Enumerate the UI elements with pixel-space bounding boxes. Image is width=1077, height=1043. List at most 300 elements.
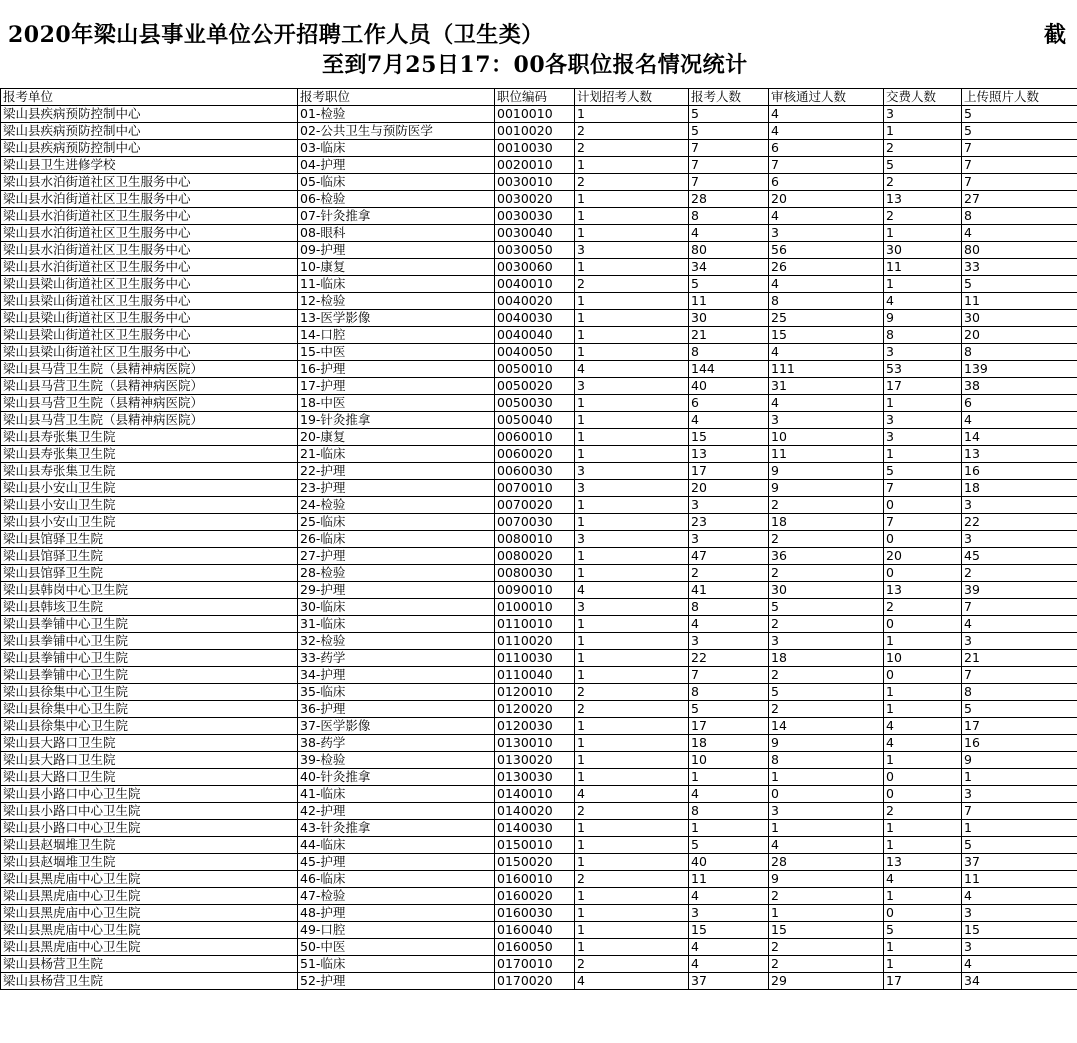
table-row xyxy=(1,531,1077,548)
cell-applicants: 4 xyxy=(689,956,769,973)
cell-unit: 梁山县水泊街道社区卫生服务中心 xyxy=(1,208,298,225)
cell-unit: 梁山县赵堌堆卫生院 xyxy=(1,854,298,871)
cell-applicants: 4 xyxy=(689,939,769,956)
cell-approved: 4 xyxy=(769,276,884,293)
cell-approved: 18 xyxy=(769,514,884,531)
cell-applicants: 21 xyxy=(689,327,769,344)
registration-statistics-table xyxy=(0,88,1077,990)
cell-approved: 2 xyxy=(769,888,884,905)
cell-approved: 4 xyxy=(769,395,884,412)
cell-planned-count: 1 xyxy=(575,633,689,650)
cell-position-code: 0120030 xyxy=(495,718,575,735)
cell-approved: 29 xyxy=(769,973,884,990)
cell-photo-uploaded: 9 xyxy=(962,752,1077,769)
cell-photo-uploaded: 4 xyxy=(962,888,1077,905)
cell-position: 31-临床 xyxy=(298,616,495,633)
cell-unit: 梁山县疾病预防控制中心 xyxy=(1,123,298,140)
table-row xyxy=(1,684,1077,701)
cell-paid: 1 xyxy=(884,820,962,837)
cell-unit: 梁山县寿张集卫生院 xyxy=(1,429,298,446)
cell-unit: 梁山县拳铺中心卫生院 xyxy=(1,616,298,633)
cell-position: 38-药学 xyxy=(298,735,495,752)
cell-paid: 4 xyxy=(884,735,962,752)
cell-paid: 3 xyxy=(884,106,962,123)
cell-unit: 梁山县馆驿卫生院 xyxy=(1,531,298,548)
cell-planned-count: 2 xyxy=(575,871,689,888)
table-row xyxy=(1,616,1077,633)
cell-position: 29-护理 xyxy=(298,582,495,599)
cell-position: 47-检验 xyxy=(298,888,495,905)
cell-position: 19-针灸推拿 xyxy=(298,412,495,429)
cell-planned-count: 1 xyxy=(575,514,689,531)
cell-planned-count: 1 xyxy=(575,650,689,667)
cell-unit: 梁山县梁山街道社区卫生服务中心 xyxy=(1,276,298,293)
cell-unit: 梁山县徐集中心卫生院 xyxy=(1,684,298,701)
cell-approved: 3 xyxy=(769,803,884,820)
cell-unit: 梁山县小路口中心卫生院 xyxy=(1,786,298,803)
cell-position: 15-中医 xyxy=(298,344,495,361)
cell-position-code: 0030050 xyxy=(495,242,575,259)
cell-planned-count: 1 xyxy=(575,667,689,684)
table-row xyxy=(1,157,1077,174)
cell-applicants: 4 xyxy=(689,888,769,905)
cell-position: 52-护理 xyxy=(298,973,495,990)
cell-photo-uploaded: 4 xyxy=(962,616,1077,633)
table-row xyxy=(1,905,1077,922)
cell-applicants: 4 xyxy=(689,412,769,429)
table-row xyxy=(1,242,1077,259)
cell-paid: 1 xyxy=(884,225,962,242)
cell-photo-uploaded: 5 xyxy=(962,106,1077,123)
cell-position-code: 0030060 xyxy=(495,259,575,276)
cell-applicants: 80 xyxy=(689,242,769,259)
cell-unit: 梁山县黑虎庙中心卫生院 xyxy=(1,905,298,922)
cell-paid: 13 xyxy=(884,854,962,871)
table-row xyxy=(1,378,1077,395)
cell-planned-count: 1 xyxy=(575,225,689,242)
cell-paid: 1 xyxy=(884,956,962,973)
cell-photo-uploaded: 5 xyxy=(962,837,1077,854)
cell-planned-count: 3 xyxy=(575,378,689,395)
cell-planned-count: 1 xyxy=(575,565,689,582)
cell-position-code: 0050010 xyxy=(495,361,575,378)
cell-paid: 2 xyxy=(884,599,962,616)
cell-position-code: 0040010 xyxy=(495,276,575,293)
cell-position: 50-中医 xyxy=(298,939,495,956)
cell-paid: 2 xyxy=(884,174,962,191)
table-header-row xyxy=(1,89,1077,106)
cell-approved: 111 xyxy=(769,361,884,378)
table-row xyxy=(1,140,1077,157)
header-planned-count: 计划招考人数 xyxy=(575,89,689,106)
cell-approved: 8 xyxy=(769,752,884,769)
cell-unit: 梁山县马营卫生院（县精神病医院） xyxy=(1,395,298,412)
cell-position-code: 0080020 xyxy=(495,548,575,565)
cell-applicants: 2 xyxy=(689,565,769,582)
cell-photo-uploaded: 34 xyxy=(962,973,1077,990)
cell-planned-count: 1 xyxy=(575,922,689,939)
cell-paid: 2 xyxy=(884,140,962,157)
cell-unit: 梁山县赵堌堆卫生院 xyxy=(1,837,298,854)
cell-photo-uploaded: 7 xyxy=(962,174,1077,191)
cell-position: 03-临床 xyxy=(298,140,495,157)
cell-planned-count: 3 xyxy=(575,242,689,259)
cell-planned-count: 2 xyxy=(575,956,689,973)
cell-position: 05-临床 xyxy=(298,174,495,191)
cell-unit: 梁山县大路口卫生院 xyxy=(1,752,298,769)
cell-position: 48-护理 xyxy=(298,905,495,922)
cell-position: 35-临床 xyxy=(298,684,495,701)
cell-planned-count: 1 xyxy=(575,820,689,837)
cell-approved: 14 xyxy=(769,718,884,735)
cell-photo-uploaded: 7 xyxy=(962,140,1077,157)
cell-position: 30-临床 xyxy=(298,599,495,616)
cell-paid: 0 xyxy=(884,905,962,922)
cell-position-code: 0100010 xyxy=(495,599,575,616)
cell-unit: 梁山县杨营卫生院 xyxy=(1,956,298,973)
cell-planned-count: 1 xyxy=(575,412,689,429)
cell-paid: 3 xyxy=(884,429,962,446)
cell-position-code: 0120020 xyxy=(495,701,575,718)
cell-photo-uploaded: 4 xyxy=(962,225,1077,242)
cell-planned-count: 1 xyxy=(575,939,689,956)
table-row xyxy=(1,854,1077,871)
table-row xyxy=(1,548,1077,565)
cell-applicants: 10 xyxy=(689,752,769,769)
table-row xyxy=(1,922,1077,939)
cell-position: 43-针灸推拿 xyxy=(298,820,495,837)
cell-approved: 7 xyxy=(769,157,884,174)
cell-position: 32-检验 xyxy=(298,633,495,650)
cell-applicants: 40 xyxy=(689,378,769,395)
cell-position: 06-检验 xyxy=(298,191,495,208)
cell-approved: 18 xyxy=(769,650,884,667)
header-position-code: 职位编码 xyxy=(495,89,575,106)
cell-planned-count: 2 xyxy=(575,140,689,157)
cell-applicants: 18 xyxy=(689,735,769,752)
table-row xyxy=(1,956,1077,973)
cell-approved: 15 xyxy=(769,922,884,939)
cell-applicants: 40 xyxy=(689,854,769,871)
cell-position: 14-口腔 xyxy=(298,327,495,344)
table-row xyxy=(1,582,1077,599)
cell-planned-count: 3 xyxy=(575,531,689,548)
cell-position-code: 0110030 xyxy=(495,650,575,667)
cell-unit: 梁山县梁山街道社区卫生服务中心 xyxy=(1,344,298,361)
cell-planned-count: 4 xyxy=(575,973,689,990)
cell-paid: 1 xyxy=(884,684,962,701)
cell-planned-count: 2 xyxy=(575,174,689,191)
cell-position-code: 0130030 xyxy=(495,769,575,786)
cell-paid: 7 xyxy=(884,514,962,531)
table-row xyxy=(1,752,1077,769)
table-row xyxy=(1,191,1077,208)
cell-unit: 梁山县韩垓卫生院 xyxy=(1,599,298,616)
cell-position-code: 0040030 xyxy=(495,310,575,327)
cell-photo-uploaded: 20 xyxy=(962,327,1077,344)
cell-unit: 梁山县杨营卫生院 xyxy=(1,973,298,990)
cell-planned-count: 1 xyxy=(575,429,689,446)
cell-paid: 1 xyxy=(884,888,962,905)
cell-position-code: 0110020 xyxy=(495,633,575,650)
cell-planned-count: 1 xyxy=(575,310,689,327)
table-row xyxy=(1,650,1077,667)
cell-applicants: 6 xyxy=(689,395,769,412)
table-row xyxy=(1,633,1077,650)
cell-unit: 梁山县拳铺中心卫生院 xyxy=(1,667,298,684)
cell-position: 36-护理 xyxy=(298,701,495,718)
cell-paid: 1 xyxy=(884,395,962,412)
cell-position-code: 0120010 xyxy=(495,684,575,701)
cell-position: 20-康复 xyxy=(298,429,495,446)
cell-planned-count: 4 xyxy=(575,582,689,599)
cell-unit: 梁山县马营卫生院（县精神病医院） xyxy=(1,378,298,395)
cell-position: 16-护理 xyxy=(298,361,495,378)
cell-photo-uploaded: 2 xyxy=(962,565,1077,582)
cell-applicants: 30 xyxy=(689,310,769,327)
header-unit: 报考单位 xyxy=(1,89,298,106)
cell-unit: 梁山县大路口卫生院 xyxy=(1,735,298,752)
cell-applicants: 17 xyxy=(689,718,769,735)
table-row xyxy=(1,565,1077,582)
cell-planned-count: 1 xyxy=(575,854,689,871)
cell-approved: 1 xyxy=(769,769,884,786)
cell-applicants: 7 xyxy=(689,140,769,157)
cell-photo-uploaded: 80 xyxy=(962,242,1077,259)
table-row xyxy=(1,123,1077,140)
cell-applicants: 8 xyxy=(689,803,769,820)
cell-approved: 25 xyxy=(769,310,884,327)
cell-approved: 2 xyxy=(769,497,884,514)
cell-planned-count: 1 xyxy=(575,157,689,174)
cell-planned-count: 4 xyxy=(575,361,689,378)
cell-applicants: 3 xyxy=(689,633,769,650)
cell-photo-uploaded: 3 xyxy=(962,531,1077,548)
cell-applicants: 22 xyxy=(689,650,769,667)
table-row xyxy=(1,701,1077,718)
cell-position-code: 0040050 xyxy=(495,344,575,361)
table-row xyxy=(1,225,1077,242)
cell-applicants: 37 xyxy=(689,973,769,990)
cell-planned-count: 1 xyxy=(575,344,689,361)
cell-applicants: 4 xyxy=(689,786,769,803)
cell-unit: 梁山县水泊街道社区卫生服务中心 xyxy=(1,191,298,208)
cell-paid: 2 xyxy=(884,208,962,225)
cell-unit: 梁山县馆驿卫生院 xyxy=(1,565,298,582)
cell-applicants: 144 xyxy=(689,361,769,378)
cell-position: 40-针灸推拿 xyxy=(298,769,495,786)
cell-photo-uploaded: 3 xyxy=(962,633,1077,650)
cell-position-code: 0170020 xyxy=(495,973,575,990)
cell-position-code: 0020010 xyxy=(495,157,575,174)
cell-unit: 梁山县疾病预防控制中心 xyxy=(1,106,298,123)
cell-position-code: 0010020 xyxy=(495,123,575,140)
cell-paid: 1 xyxy=(884,701,962,718)
cell-photo-uploaded: 8 xyxy=(962,344,1077,361)
cell-position-code: 0140020 xyxy=(495,803,575,820)
header-approved: 审核通过人数 xyxy=(769,89,884,106)
cell-paid: 53 xyxy=(884,361,962,378)
cell-planned-count: 3 xyxy=(575,480,689,497)
cell-planned-count: 1 xyxy=(575,888,689,905)
cell-position-code: 0110040 xyxy=(495,667,575,684)
table-row xyxy=(1,735,1077,752)
cell-position: 12-检验 xyxy=(298,293,495,310)
cell-applicants: 3 xyxy=(689,531,769,548)
table-row xyxy=(1,208,1077,225)
cell-applicants: 3 xyxy=(689,497,769,514)
cell-paid: 8 xyxy=(884,327,962,344)
cell-position: 51-临床 xyxy=(298,956,495,973)
cell-unit: 梁山县水泊街道社区卫生服务中心 xyxy=(1,174,298,191)
cell-position-code: 0050030 xyxy=(495,395,575,412)
cell-applicants: 41 xyxy=(689,582,769,599)
cell-position: 08-眼科 xyxy=(298,225,495,242)
cell-planned-count: 2 xyxy=(575,684,689,701)
table-row xyxy=(1,786,1077,803)
cell-position-code: 0070010 xyxy=(495,480,575,497)
cell-position-code: 0050020 xyxy=(495,378,575,395)
cell-position: 24-检验 xyxy=(298,497,495,514)
cell-unit: 梁山县小安山卫生院 xyxy=(1,514,298,531)
cell-unit: 梁山县小安山卫生院 xyxy=(1,480,298,497)
cell-position-code: 0160040 xyxy=(495,922,575,939)
cell-approved: 2 xyxy=(769,956,884,973)
cell-approved: 2 xyxy=(769,565,884,582)
cell-photo-uploaded: 18 xyxy=(962,480,1077,497)
cell-planned-count: 1 xyxy=(575,497,689,514)
header-position: 报考职位 xyxy=(298,89,495,106)
cell-planned-count: 2 xyxy=(575,803,689,820)
table-row xyxy=(1,769,1077,786)
cell-paid: 30 xyxy=(884,242,962,259)
cell-unit: 梁山县寿张集卫生院 xyxy=(1,463,298,480)
cell-paid: 9 xyxy=(884,310,962,327)
cell-position: 41-临床 xyxy=(298,786,495,803)
cell-photo-uploaded: 8 xyxy=(962,208,1077,225)
cell-position-code: 0160030 xyxy=(495,905,575,922)
table-row xyxy=(1,310,1077,327)
cell-paid: 0 xyxy=(884,667,962,684)
cell-approved: 2 xyxy=(769,616,884,633)
table-row xyxy=(1,871,1077,888)
cell-position-code: 0080010 xyxy=(495,531,575,548)
cell-position-code: 0030040 xyxy=(495,225,575,242)
cell-applicants: 1 xyxy=(689,820,769,837)
table-row xyxy=(1,174,1077,191)
cell-paid: 13 xyxy=(884,191,962,208)
cell-planned-count: 1 xyxy=(575,327,689,344)
cell-position-code: 0090010 xyxy=(495,582,575,599)
cell-approved: 36 xyxy=(769,548,884,565)
cell-approved: 6 xyxy=(769,174,884,191)
cell-position-code: 0060020 xyxy=(495,446,575,463)
cell-unit: 梁山县寿张集卫生院 xyxy=(1,446,298,463)
cell-position: 23-护理 xyxy=(298,480,495,497)
cell-photo-uploaded: 11 xyxy=(962,871,1077,888)
cell-approved: 56 xyxy=(769,242,884,259)
cell-approved: 2 xyxy=(769,701,884,718)
cell-applicants: 47 xyxy=(689,548,769,565)
cell-approved: 0 xyxy=(769,786,884,803)
cell-photo-uploaded: 14 xyxy=(962,429,1077,446)
cell-planned-count: 2 xyxy=(575,276,689,293)
cell-applicants: 5 xyxy=(689,837,769,854)
cell-approved: 15 xyxy=(769,327,884,344)
cell-planned-count: 1 xyxy=(575,446,689,463)
cell-unit: 梁山县拳铺中心卫生院 xyxy=(1,650,298,667)
cell-unit: 梁山县韩岗中心卫生院 xyxy=(1,582,298,599)
cell-planned-count: 1 xyxy=(575,752,689,769)
cell-applicants: 8 xyxy=(689,344,769,361)
cell-photo-uploaded: 45 xyxy=(962,548,1077,565)
cell-paid: 1 xyxy=(884,446,962,463)
cell-photo-uploaded: 7 xyxy=(962,599,1077,616)
table-row xyxy=(1,820,1077,837)
cell-position-code: 0060010 xyxy=(495,429,575,446)
cell-position-code: 0160010 xyxy=(495,871,575,888)
cell-planned-count: 1 xyxy=(575,548,689,565)
cell-paid: 1 xyxy=(884,633,962,650)
cell-approved: 3 xyxy=(769,633,884,650)
cell-unit: 梁山县大路口卫生院 xyxy=(1,769,298,786)
cell-position-code: 0080030 xyxy=(495,565,575,582)
cell-position-code: 0060030 xyxy=(495,463,575,480)
cell-paid: 20 xyxy=(884,548,962,565)
cell-unit: 梁山县马营卫生院（县精神病医院） xyxy=(1,361,298,378)
cell-approved: 8 xyxy=(769,293,884,310)
cell-paid: 0 xyxy=(884,616,962,633)
cell-photo-uploaded: 7 xyxy=(962,803,1077,820)
cell-photo-uploaded: 8 xyxy=(962,684,1077,701)
cell-position: 04-护理 xyxy=(298,157,495,174)
table-row xyxy=(1,888,1077,905)
cell-applicants: 8 xyxy=(689,599,769,616)
document-title: 2020年梁山县事业单位公开招聘工作人员（卫生类） xyxy=(8,22,544,48)
header-paid: 交费人数 xyxy=(884,89,962,106)
cell-photo-uploaded: 30 xyxy=(962,310,1077,327)
cell-position-code: 0010010 xyxy=(495,106,575,123)
cell-planned-count: 2 xyxy=(575,701,689,718)
cell-photo-uploaded: 27 xyxy=(962,191,1077,208)
cell-position: 25-临床 xyxy=(298,514,495,531)
cell-photo-uploaded: 39 xyxy=(962,582,1077,599)
cell-unit: 梁山县疾病预防控制中心 xyxy=(1,140,298,157)
cell-unit: 梁山县馆驿卫生院 xyxy=(1,548,298,565)
cell-applicants: 5 xyxy=(689,106,769,123)
cell-position: 33-药学 xyxy=(298,650,495,667)
table-row xyxy=(1,361,1077,378)
cell-applicants: 7 xyxy=(689,157,769,174)
cell-photo-uploaded: 139 xyxy=(962,361,1077,378)
cell-applicants: 4 xyxy=(689,616,769,633)
cell-applicants: 34 xyxy=(689,259,769,276)
cell-photo-uploaded: 16 xyxy=(962,735,1077,752)
cell-photo-uploaded: 3 xyxy=(962,905,1077,922)
table-row xyxy=(1,599,1077,616)
cell-position: 42-护理 xyxy=(298,803,495,820)
cell-photo-uploaded: 3 xyxy=(962,497,1077,514)
cell-position-code: 0010030 xyxy=(495,140,575,157)
cell-paid: 4 xyxy=(884,293,962,310)
cell-applicants: 23 xyxy=(689,514,769,531)
cell-applicants: 1 xyxy=(689,769,769,786)
cell-photo-uploaded: 5 xyxy=(962,701,1077,718)
cell-approved: 10 xyxy=(769,429,884,446)
cell-position-code: 0070030 xyxy=(495,514,575,531)
cell-position-code: 0030030 xyxy=(495,208,575,225)
table-row xyxy=(1,973,1077,990)
